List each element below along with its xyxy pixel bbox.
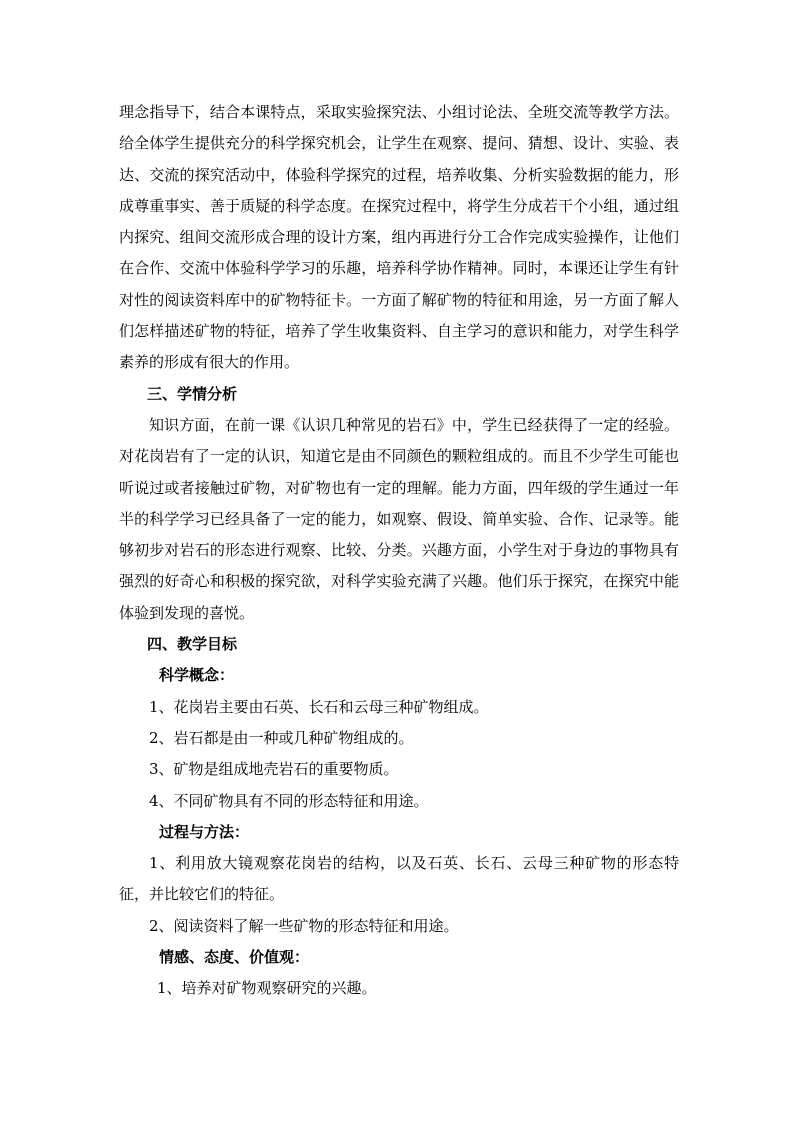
section-heading-teaching-goals: 四、教学目标 — [147, 635, 238, 654]
learning-analysis-paragraph: 知识方面，在前一课《认识几种常见的岩石》中，学生已经获得了一定的经验。对花岗岩有了一定的认识，知道它是由不同颜色的颗粒组成的。而且不少学生可能也听说过或者接触过矿物，对矿物也有一定的理解。能力方面，四年级的学生通过一年半的科学学习已经具备了一定的能力，如观察、假设、简单实验、合作、记录等。能够初步对岩石的形态进行观察、比较、分类。兴趣方面，小学生对于身边的事物具有强烈的好奇心和积极的探究欲，对科学实验充满了兴趣。他们乐于探究，在探究中能体验到发现的喜悦。 — [119, 415, 679, 622]
science-concept-item: 4、不同矿物具有不同的形态特征和用途。 — [149, 791, 429, 810]
science-concept-item: 1、花岗岩主要由石英、长石和云母三种矿物组成。 — [149, 697, 489, 716]
science-concept-item: 3、矿物是组成地壳岩石的重要物质。 — [149, 760, 399, 779]
attitude-title: 情感、态度、价值观： — [159, 948, 310, 967]
science-concept-title: 科学概念： — [159, 666, 235, 685]
process-method-title: 过程与方法： — [159, 822, 250, 841]
science-concept-item: 2、岩石都是由一种或几种矿物组成的。 — [149, 728, 414, 747]
attitude-item: 1、培养对矿物观察研究的兴趣。 — [157, 979, 377, 998]
document-body — [119, 97, 679, 1005]
intro-paragraph: 理念指导下，结合本课特点，采取实验探究法、小组讨论法、全班交流等教学方法。给全体学生提供充分的科学探究机会，让学生在观察、提问、猜想、设计、实验、表达、交流的探究活动中，体验科学探究的过程，培养收集、分析实验数据的能力，形成尊重事实、善于质疑的科学态度。在探究过程中，将学生分成若干个小组，通过组内探究、组间交流形成合理的设计方案，组内再进行分工合作完成实验操作，让他们在合作、交流中体验科学学习的乐趣，培养科学协作精神。同时，本课还让学生有针对性的阅读资料库中的矿物特征卡。一方面了解矿物的特征和用途，另一方面了解人们怎样描述矿物的特征，培养了学生收集资料、自主学习的意识和能力，对学生科学素养的形成有很大的作用。 — [119, 103, 679, 372]
process-method-item: 1、利用放大镜观察花岗岩的结构，以及石英、长石、云母三种矿物的形态特征，并比较它们的特征。 — [119, 854, 679, 904]
process-method-item: 2、阅读资料了解一些矿物的形态特征和用途。 — [149, 916, 459, 935]
section-heading-learning-analysis: 三、学情分析 — [147, 384, 238, 403]
